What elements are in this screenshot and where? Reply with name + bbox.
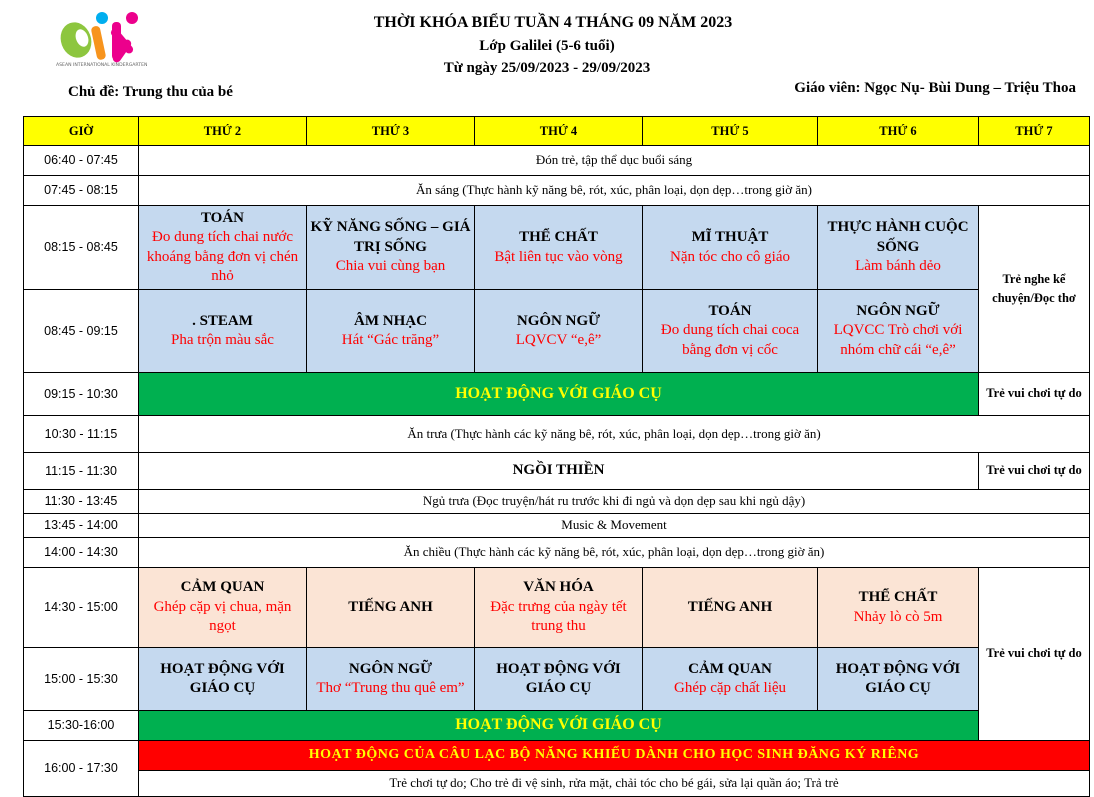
table-row bbox=[24, 538, 1090, 568]
lesson-subject: HOẠT ĐỘNG VỚI GIÁO CỤ bbox=[160, 660, 285, 696]
table-row bbox=[24, 416, 1090, 453]
col-header: THỨ 3 bbox=[307, 117, 475, 146]
lesson-cell bbox=[475, 568, 643, 648]
lesson-activity: Làm bánh dẻo bbox=[855, 258, 941, 275]
lesson-subject: THỂ CHẤT bbox=[519, 229, 598, 245]
table-row bbox=[24, 290, 1090, 373]
nap-cell: Ngủ trưa (Đọc truyện/hát ru trước khi đi ngủ và dọn dẹp sau khi ngủ dậy) bbox=[139, 490, 1090, 514]
header-row bbox=[24, 117, 1090, 146]
lesson-cell bbox=[307, 290, 475, 373]
lesson-subject: HOẠT ĐỘNG VỚI GIÁO CỤ bbox=[835, 660, 961, 696]
time-cell: 16:00 - 17:30 bbox=[24, 741, 139, 797]
lesson-cell bbox=[643, 290, 818, 373]
lesson-activity: LQVCC Trò chơi với nhóm chữ cái “e,ê” bbox=[833, 322, 963, 358]
date-range: Từ ngày 25/09/2023 - 29/09/2023 bbox=[443, 60, 651, 76]
lesson-cell bbox=[818, 568, 979, 648]
table-row bbox=[24, 206, 1090, 290]
lesson-subject: HOẠT ĐỘNG VỚI GIÁO CỤ bbox=[496, 660, 621, 696]
lesson-cell bbox=[475, 290, 643, 373]
table-row bbox=[24, 568, 1090, 648]
time-cell: 08:45 - 09:15 bbox=[24, 290, 139, 373]
table-row bbox=[24, 741, 1090, 771]
time-cell: 14:00 - 14:30 bbox=[24, 538, 139, 568]
lesson-subject: NGÔN NGỮ bbox=[348, 660, 433, 677]
lesson-cell bbox=[139, 648, 307, 711]
club-activity-cell: HOẠT ĐỘNG CỦA CÂU LẠC BỘ NĂNG KHIẾU DÀNH CHO HỌC SINH ĐĂNG KÝ RIÊNG bbox=[139, 741, 1090, 771]
lesson-subject: CẢM QUAN bbox=[180, 579, 265, 596]
lesson-cell bbox=[307, 206, 475, 290]
schedule-title: THỜI KHÓA BIỂU TUẦN 4 THÁNG 09 NĂM 2023 bbox=[373, 14, 733, 31]
table-row bbox=[24, 373, 1090, 416]
time-cell: 15:00 - 15:30 bbox=[24, 648, 139, 711]
breakfast-cell: Ăn sáng (Thực hành kỹ năng bê, rót, xúc, phân loại, dọn dẹp…trong giờ ăn) bbox=[139, 176, 1090, 206]
time-cell: 07:45 - 08:15 bbox=[24, 176, 139, 206]
lesson-cell bbox=[643, 648, 818, 711]
lesson-subject: TIẾNG ANH bbox=[348, 598, 433, 615]
lesson-activity: Ghép cặp vị chua, mặn ngọt bbox=[153, 598, 292, 635]
timetable bbox=[23, 116, 1090, 797]
lesson-activity: Đặc trưng của ngày tết trung thu bbox=[490, 598, 627, 635]
time-cell: 06:40 - 07:45 bbox=[24, 146, 139, 176]
lesson-activity: Bật liên tục vào vòng bbox=[494, 248, 623, 265]
teachers: Giáo viên: Ngọc Nụ- Bùi Dung – Triệu Thoa bbox=[794, 80, 1076, 96]
lesson-cell bbox=[307, 568, 475, 648]
col-header: GIỜ bbox=[24, 117, 139, 146]
col-header: THỨ 6 bbox=[818, 117, 979, 146]
lesson-subject: KỸ NĂNG SỐNG – GIÁ TRỊ SỐNG bbox=[310, 219, 471, 255]
lesson-cell bbox=[139, 206, 307, 290]
lesson-subject: TIẾNG ANH bbox=[687, 598, 773, 615]
lesson-cell bbox=[475, 206, 643, 290]
lesson-subject: THỰC HÀNH CUỘC SỐNG bbox=[827, 219, 969, 255]
lesson-cell bbox=[139, 290, 307, 373]
materials-activity-cell: HOẠT ĐỘNG VỚI GIÁO CỤ bbox=[139, 373, 979, 416]
lesson-cell bbox=[818, 206, 979, 290]
table-row bbox=[24, 490, 1090, 514]
col-header: THỨ 7 bbox=[979, 117, 1090, 146]
lesson-cell bbox=[818, 648, 979, 711]
lesson-subject: TOÁN bbox=[708, 302, 752, 319]
col-header: THỨ 4 bbox=[475, 117, 643, 146]
table-row bbox=[24, 514, 1090, 538]
lesson-activity: Đo dung tích chai coca bằng đơn vị cốc bbox=[660, 322, 800, 358]
lesson-activity: Hát “Gác trăng” bbox=[341, 332, 440, 348]
time-cell: 10:30 - 11:15 bbox=[24, 416, 139, 453]
time-cell: 13:45 - 14:00 bbox=[24, 514, 139, 538]
lesson-cell bbox=[139, 568, 307, 648]
lesson-cell bbox=[307, 648, 475, 711]
lesson-subject: NGÔN NGỮ bbox=[516, 312, 601, 329]
lunch-cell: Ăn trưa (Thực hành các kỹ năng bê, rót, xúc, phân loại, dọn dẹp…trong giờ ăn) bbox=[139, 416, 1090, 453]
lesson-activity: Thơ “Trung thu quê em” bbox=[316, 680, 465, 696]
time-cell: 11:15 - 11:30 bbox=[24, 453, 139, 490]
lesson-activity: Chia vui cùng bạn bbox=[335, 258, 446, 275]
lesson-subject: CẢM QUAN bbox=[688, 660, 772, 677]
lesson-cell bbox=[475, 648, 643, 711]
lesson-subject: VĂN HÓA bbox=[523, 579, 594, 596]
lesson-cell bbox=[818, 290, 979, 373]
table-row bbox=[24, 711, 1090, 741]
col-header: THỨ 5 bbox=[643, 117, 818, 146]
saturday-play-cell: Trẻ vui chơi tự do bbox=[979, 568, 1090, 741]
lesson-cell bbox=[643, 206, 818, 290]
saturday-play-cell: Trẻ vui chơi tự do bbox=[979, 373, 1090, 416]
topic: Chủ đề: Trung thu của bé bbox=[68, 84, 233, 100]
time-cell: 14:30 - 15:00 bbox=[24, 568, 139, 648]
saturday-story-cell: Trẻ nghe kể chuyện/Đọc thơ bbox=[979, 206, 1090, 373]
time-cell: 15:30-16:00 bbox=[24, 711, 139, 741]
lesson-cell bbox=[643, 568, 818, 648]
meditation-cell: NGỒI THIỀN bbox=[139, 453, 979, 490]
welcome-cell: Đón trẻ, tập thể dục buổi sáng bbox=[139, 146, 1090, 176]
table-row bbox=[24, 648, 1090, 711]
lesson-subject: ÂM NHẠC bbox=[354, 312, 427, 329]
lesson-subject: THỂ CHẤT bbox=[858, 589, 938, 605]
col-header: THỨ 2 bbox=[139, 117, 307, 146]
snack-cell: Ăn chiều (Thực hành các kỹ năng bê, rót, xúc, phân loại, dọn dẹp…trong giờ ăn) bbox=[139, 538, 1090, 568]
lesson-subject: MĨ THUẬT bbox=[691, 229, 769, 245]
lesson-activity: Pha trộn màu sắc bbox=[171, 332, 274, 348]
lesson-activity: Ghép cặp chất liệu bbox=[673, 680, 787, 696]
lesson-subject: NGÔN NGỮ bbox=[856, 302, 940, 319]
time-cell: 11:30 - 13:45 bbox=[24, 490, 139, 514]
time-cell: 09:15 - 10:30 bbox=[24, 373, 139, 416]
time-cell: 08:15 - 08:45 bbox=[24, 206, 139, 290]
table-row bbox=[24, 146, 1090, 176]
class-name: Lớp Galilei (5-6 tuổi) bbox=[479, 38, 615, 54]
table-row bbox=[24, 771, 1090, 797]
lesson-activity: Nặn tóc cho cô giáo bbox=[670, 248, 790, 265]
music-cell: Music & Movement bbox=[139, 514, 1090, 538]
svg-text:ASEAN INTERNATIONAL KINDERGART: ASEAN INTERNATIONAL KINDERGARTEN bbox=[56, 63, 148, 68]
pickup-cell: Trẻ chơi tự do; Cho trẻ đi vệ sinh, rửa mặt, chải tóc cho bé gái, sửa lại quần áo; Trả trẻ bbox=[139, 771, 1090, 797]
table-row bbox=[24, 176, 1090, 206]
lesson-subject: . STEAM bbox=[192, 312, 253, 329]
lesson-subject: TOÁN bbox=[200, 209, 245, 226]
lesson-activity: Nhảy lò cò 5m bbox=[853, 608, 943, 625]
table-row bbox=[24, 453, 1090, 490]
materials-activity-cell-pm: HOẠT ĐỘNG VỚI GIÁO CỤ bbox=[139, 711, 979, 741]
lesson-activity: Đo dung tích chai nước khoáng bằng đơn vị chén nhỏ bbox=[146, 229, 299, 284]
saturday-play-cell: Trẻ vui chơi tự do bbox=[979, 453, 1090, 490]
lesson-activity: LQVCV “e,ê” bbox=[515, 332, 602, 348]
